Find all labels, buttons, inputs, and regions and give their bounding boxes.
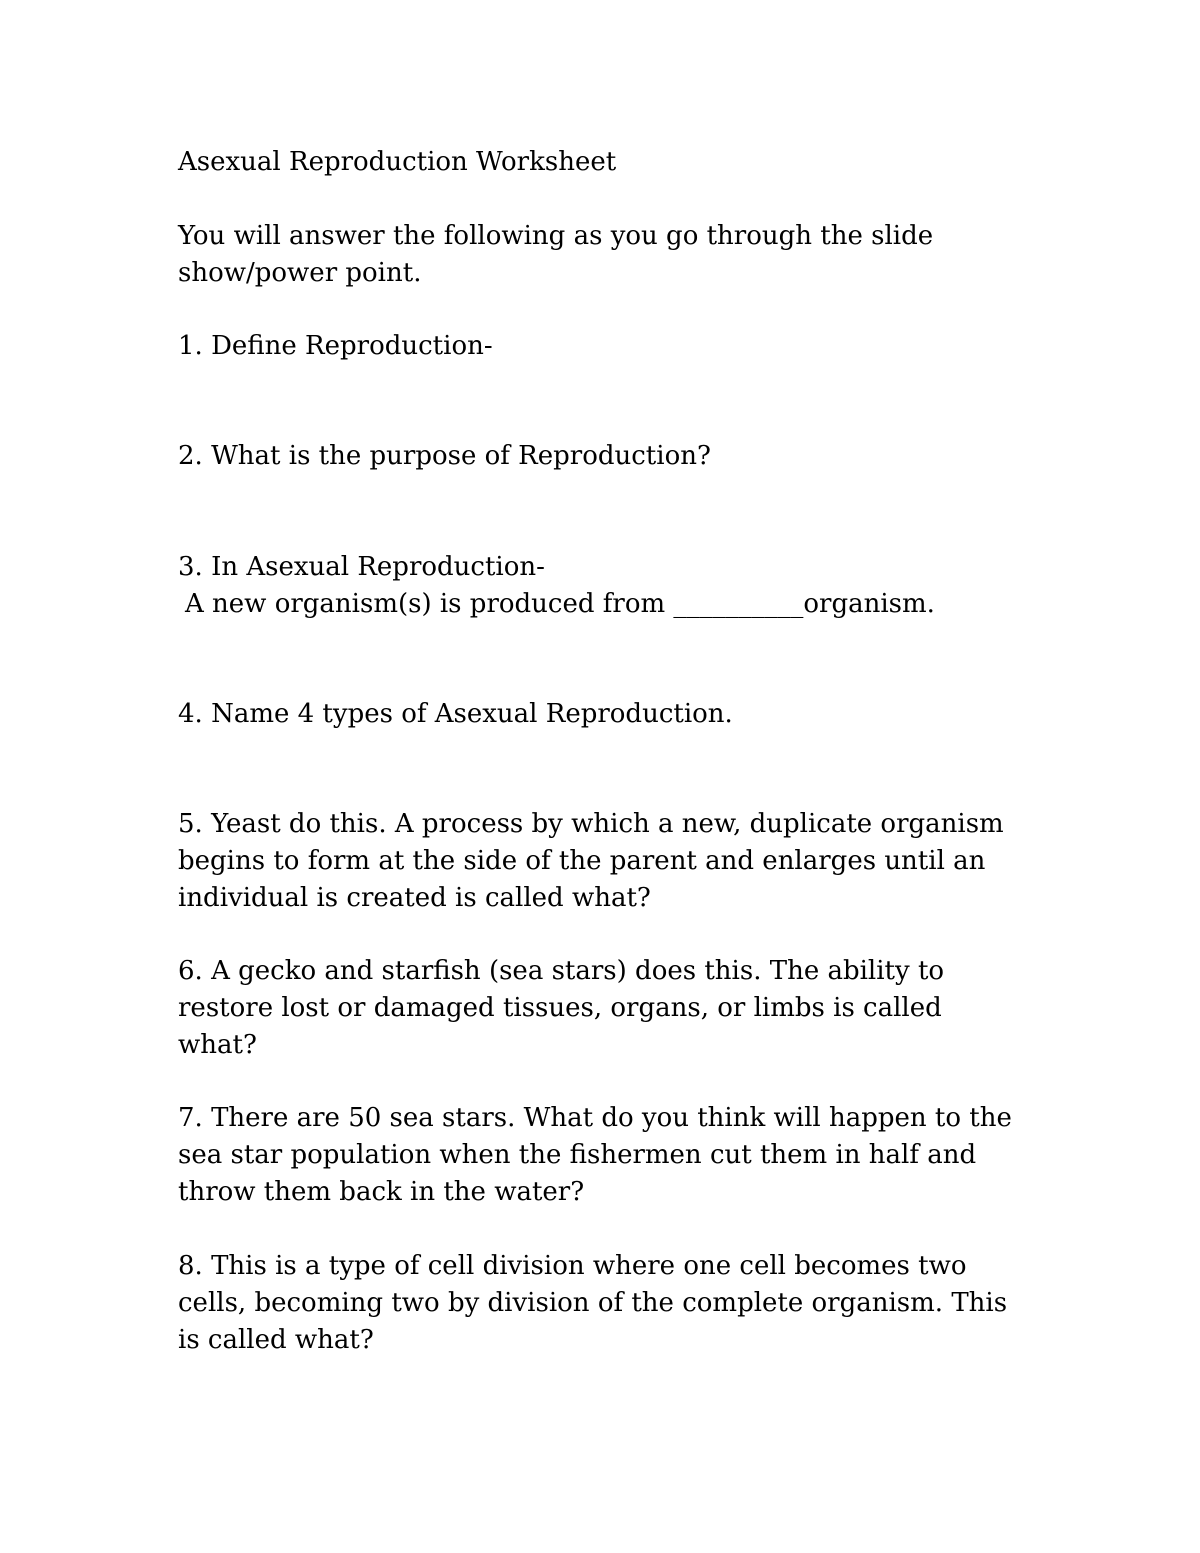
question-3-fill-in-blank: A new organism(s) is produced from __________organism. (185, 589, 935, 619)
question-5-line-3: individual is created is called what? (178, 883, 651, 913)
instructions-line-2: show/power point. (178, 258, 422, 288)
question-8-line-1: 8. This is a type of cell division where one cell becomes two (178, 1251, 967, 1281)
question-1-line-1: 1. Define Reproduction- (178, 331, 493, 361)
question-8-line-2: cells, becoming two by division of the complete organism. This (178, 1288, 1008, 1318)
question-7-line-1: 7. There are 50 sea stars. What do you think will happen to the (178, 1103, 1012, 1133)
question-4-line-1: 4. Name 4 types of Asexual Reproduction. (178, 699, 733, 729)
question-6 (178, 953, 1038, 1064)
question-5-line-2: begins to form at the side of the parent and enlarges until an (178, 846, 986, 876)
question-3 (178, 549, 1038, 623)
worksheet-title-text: Asexual Reproduction Worksheet (178, 147, 617, 177)
question-4 (178, 696, 1038, 733)
question-5 (178, 806, 1038, 917)
question-7-line-2: sea star population when the fishermen cut them in half and (178, 1140, 977, 1170)
question-8 (178, 1248, 1038, 1359)
question-7 (178, 1100, 1038, 1211)
worksheet-title (178, 144, 1038, 181)
question-6-line-3: what? (178, 1030, 257, 1060)
question-5-line-1: 5. Yeast do this. A process by which a new, duplicate organism (178, 809, 1004, 839)
question-7-line-3: throw them back in the water? (178, 1177, 585, 1207)
question-6-line-1: 6. A gecko and starfish (sea stars) does this. The ability to (178, 956, 945, 986)
question-2-line-1: 2. What is the purpose of Reproduction? (178, 441, 711, 471)
instructions (178, 218, 1038, 292)
instructions-line-1: You will answer the following as you go through the slide (178, 221, 934, 251)
question-8-line-3: is called what? (178, 1325, 374, 1355)
question-3-line-1: 3. In Asexual Reproduction- (178, 552, 545, 582)
question-6-line-2: restore lost or damaged tissues, organs, or limbs is called (178, 993, 942, 1023)
question-1 (178, 328, 1038, 365)
question-2 (178, 438, 1038, 475)
